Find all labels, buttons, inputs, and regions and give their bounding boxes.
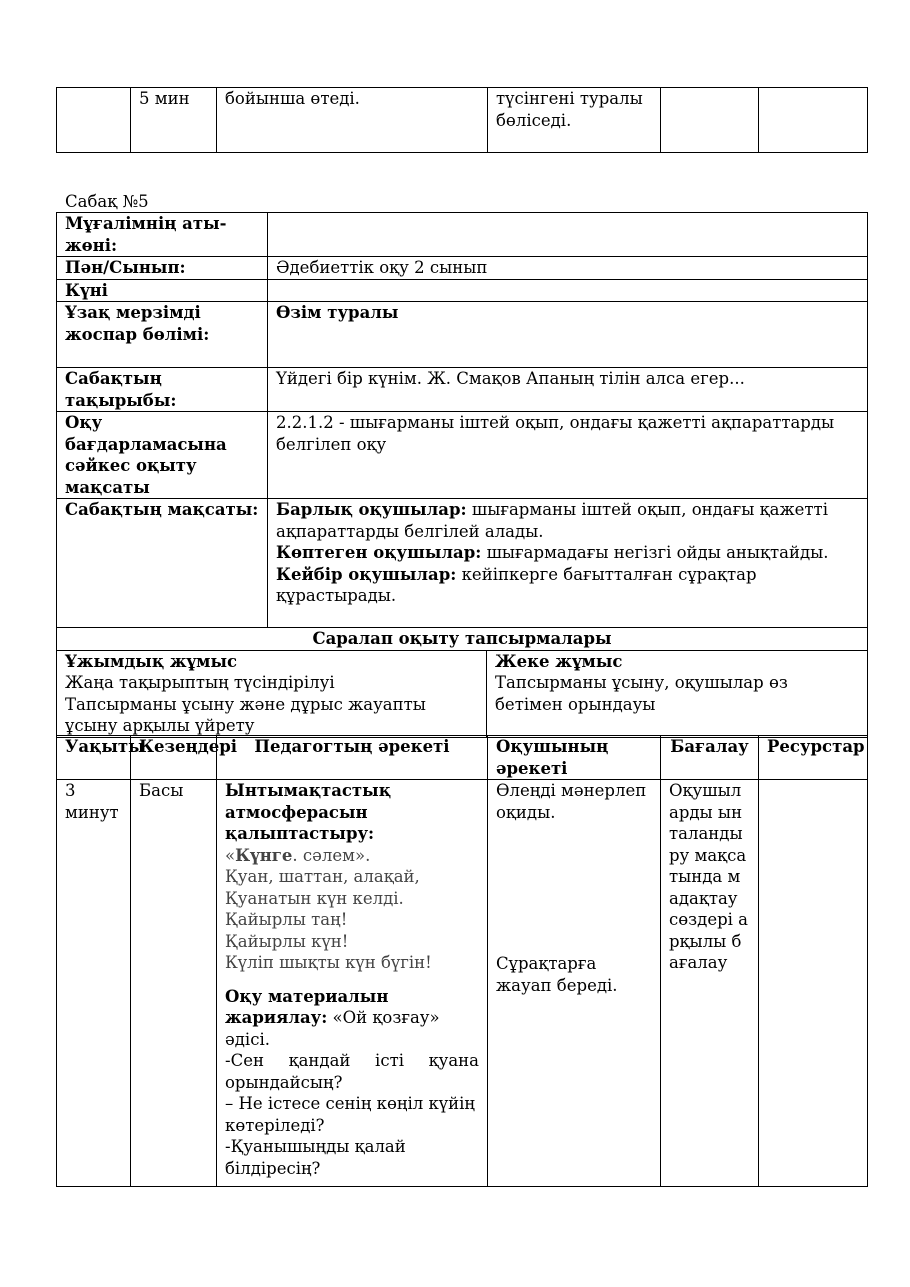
- subject-value: Әдебиеттік оқу 2 сынып: [268, 257, 868, 280]
- teacher-action-cell: [217, 780, 488, 1187]
- resources-header: Ресурстар: [759, 736, 868, 780]
- lesson-goals-value: [268, 499, 868, 628]
- lesson-topic-label: Сабақтың тақырыбы:: [57, 368, 268, 412]
- differentiation-header: Саралап оқыту тапсырмалары: [57, 628, 868, 651]
- method-line: Оқу материалын жариялау: «Ой қозғау» әдісі.: [225, 986, 440, 1049]
- time-cell: 5 мин: [131, 88, 217, 153]
- assessment-header: Бағалау: [661, 736, 759, 780]
- date-value: [268, 279, 868, 302]
- stage-cell: Басы: [131, 780, 217, 1187]
- time-cell: 3 минут: [57, 780, 131, 1187]
- lesson-number-label: Сабақ №5: [65, 192, 149, 211]
- goal-some-students: Кейбір оқушылар: кейіпкерге бағытталған сұрақтар құрастырады.: [276, 564, 757, 605]
- table-row: [57, 499, 868, 628]
- greeting-line: «Күнге. сәлем».: [225, 845, 371, 865]
- learning-objective-label: Оқу бағдарламасына сәйкес оқыту мақсаты: [57, 412, 268, 499]
- table-row: [57, 302, 868, 368]
- continuation-table: [56, 87, 868, 153]
- resources-cell: [759, 780, 868, 1187]
- long-term-plan-label: Ұзақ мерзімді жоспар бөлімі:: [57, 302, 268, 368]
- table-row: [57, 368, 868, 412]
- student-action-text: Өлеңді мәнерлеп оқиды.: [496, 781, 647, 822]
- activity-heading: Ынтымақтастық атмосферасын қалыптастыру:: [225, 781, 391, 843]
- goal-all-students: Барлық оқушылар: шығарманы іштей оқып, ондағы қажетті ақпараттарды белгілей алады.: [276, 500, 828, 541]
- question-line: -Қуанышыңды қалай білдіресің?: [225, 1137, 406, 1178]
- table-row: [57, 628, 868, 651]
- lesson-topic-value: Үйдегі бір күнім. Ж. Смақов Апаның тілін алса егер...: [268, 368, 868, 412]
- table-row: [57, 88, 868, 153]
- table-row: [57, 650, 868, 737]
- table-row: [57, 780, 868, 1187]
- time-header: Уақыты: [57, 736, 131, 780]
- teacher-action-cell: бойынша өтеді.: [217, 88, 488, 153]
- date-label: Күні: [57, 279, 268, 302]
- resources-cell: [759, 88, 868, 153]
- table-row: [57, 257, 868, 280]
- student-action-cell: түсінгені туралы бөліседі.: [488, 88, 661, 153]
- individual-work-text: Тапсырманы ұсыну, оқушылар өз бетімен орындауы: [495, 673, 788, 714]
- table-row: [57, 213, 868, 257]
- teacher-name-label: Мұғалімнің аты-жөні:: [57, 213, 268, 257]
- time-cell: [57, 88, 131, 153]
- assessment-cell: [661, 88, 759, 153]
- group-work-line: Жаңа тақырыптың түсіндірілуі: [65, 673, 335, 692]
- learning-objective-value: 2.2.1.2 - шығарманы іштей оқып, ондағы қажетті ақпараттарды белгілеп оқу: [268, 412, 868, 499]
- student-action-header: Оқушының әрекеті: [488, 736, 661, 780]
- individual-work-title: Жеке жұмыс: [495, 651, 623, 671]
- spacer: [496, 823, 652, 953]
- student-action-text: Сұрақтарға жауап береді.: [496, 954, 618, 995]
- group-work-line: Тапсырманы ұсыну және дұрыс жауапты ұсыну арқылы үйрету: [65, 694, 426, 735]
- student-action-cell: [488, 780, 661, 1187]
- individual-work-cell: [487, 650, 868, 737]
- poem-line: Қуанатын күн келді.: [225, 888, 404, 908]
- spacer: [225, 974, 479, 986]
- stage-header: Кезеңдері: [131, 736, 217, 780]
- table-row: [57, 279, 868, 302]
- poem-line: Қуан, шаттан, алақай,: [225, 867, 420, 886]
- question-line: -Сен қандай істі қуана орындайсың?: [225, 1051, 479, 1092]
- table-row: [57, 412, 868, 499]
- assessment-cell: Оқушыларды ынталандыру мақсатында мадақтау сөздері арқылы бағалау: [661, 780, 759, 1187]
- lesson-info-table: [56, 212, 868, 738]
- question-line: – Не істесе сенің көңіл күйің көтеріледі?: [225, 1094, 475, 1135]
- poem-line: Қайырлы күн!: [225, 931, 349, 951]
- teacher-name-value: [268, 213, 868, 257]
- lesson-flow-table: [56, 735, 868, 1187]
- lesson-goals-label: Сабақтың мақсаты:: [57, 499, 268, 628]
- subject-label: Пән/Сынып:: [57, 257, 268, 280]
- group-work-cell: [57, 650, 487, 737]
- poem-line: Қайырлы таң!: [225, 910, 348, 929]
- table-header-row: [57, 736, 868, 780]
- group-work-title: Ұжымдық жұмыс: [65, 651, 238, 671]
- teacher-action-header: Педагогтың әрекеті: [217, 736, 488, 780]
- long-term-plan-value: Өзім туралы: [268, 302, 868, 368]
- poem-line: Күліп шықты күн бүгін!: [225, 953, 432, 972]
- goal-most-students: Көптеген оқушылар: шығармадағы негізгі ойды анықтайды.: [276, 543, 829, 562]
